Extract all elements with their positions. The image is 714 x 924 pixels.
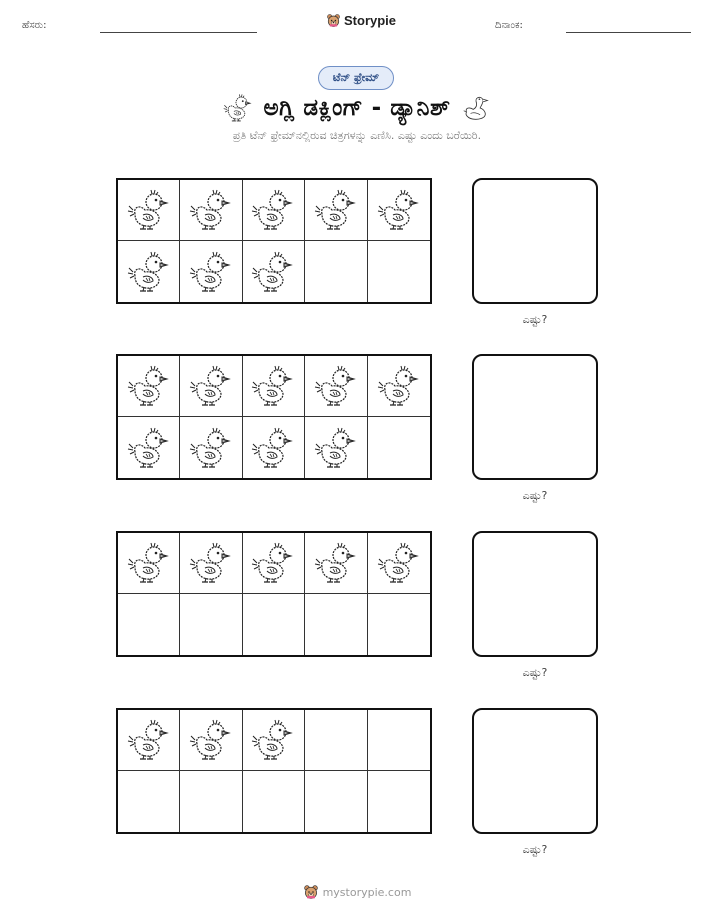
title-row [0,90,714,126]
duckling-icon [314,364,358,408]
duckling-icon [127,364,171,408]
duckling-icon [251,426,295,470]
ten-frame-cell [243,356,305,417]
answer-box[interactable] [472,708,598,834]
ten-frame-cell [180,356,242,417]
ten-frame-cell [180,771,242,832]
ten-frame-cell [368,594,430,655]
ten-frame-cell [118,533,180,594]
ten-frame [116,354,432,480]
duckling-icon [189,364,233,408]
duckling-icon [189,541,233,585]
duck-icon [461,93,491,123]
topic-badge: ಟೆನ್ ಫ್ರೇಮ್ [318,66,394,90]
ten-frame-cell [180,594,242,655]
ten-frame-cell [118,356,180,417]
ten-frame-cell [243,241,305,302]
ten-frame-cell [368,417,430,478]
ten-frame-cell [243,417,305,478]
duckling-icon [189,188,233,232]
ten-frame-cell [180,533,242,594]
ten-frame-cell [118,710,180,771]
how-many-label: ಎಷ್ಟು? [522,313,548,326]
duckling-icon [251,541,295,585]
ten-frame-cell [368,356,430,417]
duckling-icon [127,718,171,762]
ten-frame-cell [180,180,242,241]
ten-frame-cell [180,417,242,478]
ten-frame-cell [305,356,367,417]
page-title: ಅಗ್ಲಿ ಡಕ್ಲಿಂಗ್ - ಡ್ಯಾನಿಶ್ [263,95,451,121]
answer-box[interactable] [472,354,598,480]
how-many-label: ಎಷ್ಟು? [522,666,548,679]
duckling-icon [127,426,171,470]
ten-frame-cell [243,710,305,771]
answer-box[interactable] [472,178,598,304]
date-label: ದಿನಾಂಕ: [495,20,523,31]
ten-frame-cell [305,771,367,832]
ten-frame-cell [118,417,180,478]
duckling-icon [223,93,253,123]
duckling-icon [127,250,171,294]
name-line[interactable] [100,32,257,33]
footer-url: mystorypie.com [322,885,412,899]
duckling-icon [251,188,295,232]
how-many-label: ಎಷ್ಟು? [522,843,548,856]
duckling-icon [314,541,358,585]
ten-frame-cell [118,180,180,241]
ten-frame-cell [180,241,242,302]
ten-frame [116,178,432,304]
ten-frame-cell [305,710,367,771]
ten-frame-cell [243,533,305,594]
ten-frame [116,531,432,657]
ten-frame-cell [368,180,430,241]
ten-frame-cell [243,771,305,832]
bear-logo-icon [326,13,341,28]
ten-frame-cell [243,594,305,655]
storypie-logo [326,13,396,28]
duckling-icon [251,718,295,762]
duckling-icon [377,364,421,408]
answer-box[interactable] [472,531,598,657]
footer [0,884,714,900]
ten-frame-cell [118,771,180,832]
ten-frame-cell [305,594,367,655]
duckling-icon [189,250,233,294]
bear-logo-icon [303,884,319,900]
ten-frame-cell [180,710,242,771]
ten-frame-cell [305,180,367,241]
ten-frame [116,708,432,834]
duckling-icon [314,188,358,232]
duckling-icon [251,250,295,294]
duckling-icon [314,426,358,470]
ten-frame-cell [243,180,305,241]
ten-frame-cell [368,241,430,302]
how-many-label: ಎಷ್ಟು? [522,489,548,502]
duckling-icon [127,188,171,232]
ten-frame-cell [118,594,180,655]
instructions: ಪ್ರತಿ ಟೆನ್ ಫ್ರೇಮ್‌ನಲ್ಲಿರುವ ಚಿತ್ರಗಳನ್ನು ಎಣಿಸಿ. ಎಷ್ಟು ಎಂದು ಬರೆಯಿರಿ. [232,129,482,142]
duckling-icon [127,541,171,585]
ten-frame-cell [305,241,367,302]
name-label: ಹೆಸರು: [22,20,47,31]
ten-frame-cell [368,533,430,594]
brand-name: Storypie [344,13,397,28]
duckling-icon [377,188,421,232]
ten-frame-cell [305,417,367,478]
date-line[interactable] [566,32,691,33]
duckling-icon [251,364,295,408]
ten-frame-cell [368,710,430,771]
duckling-icon [189,718,233,762]
ten-frame-cell [118,241,180,302]
ten-frame-cell [368,771,430,832]
duckling-icon [377,541,421,585]
ten-frame-cell [305,533,367,594]
duckling-icon [189,426,233,470]
